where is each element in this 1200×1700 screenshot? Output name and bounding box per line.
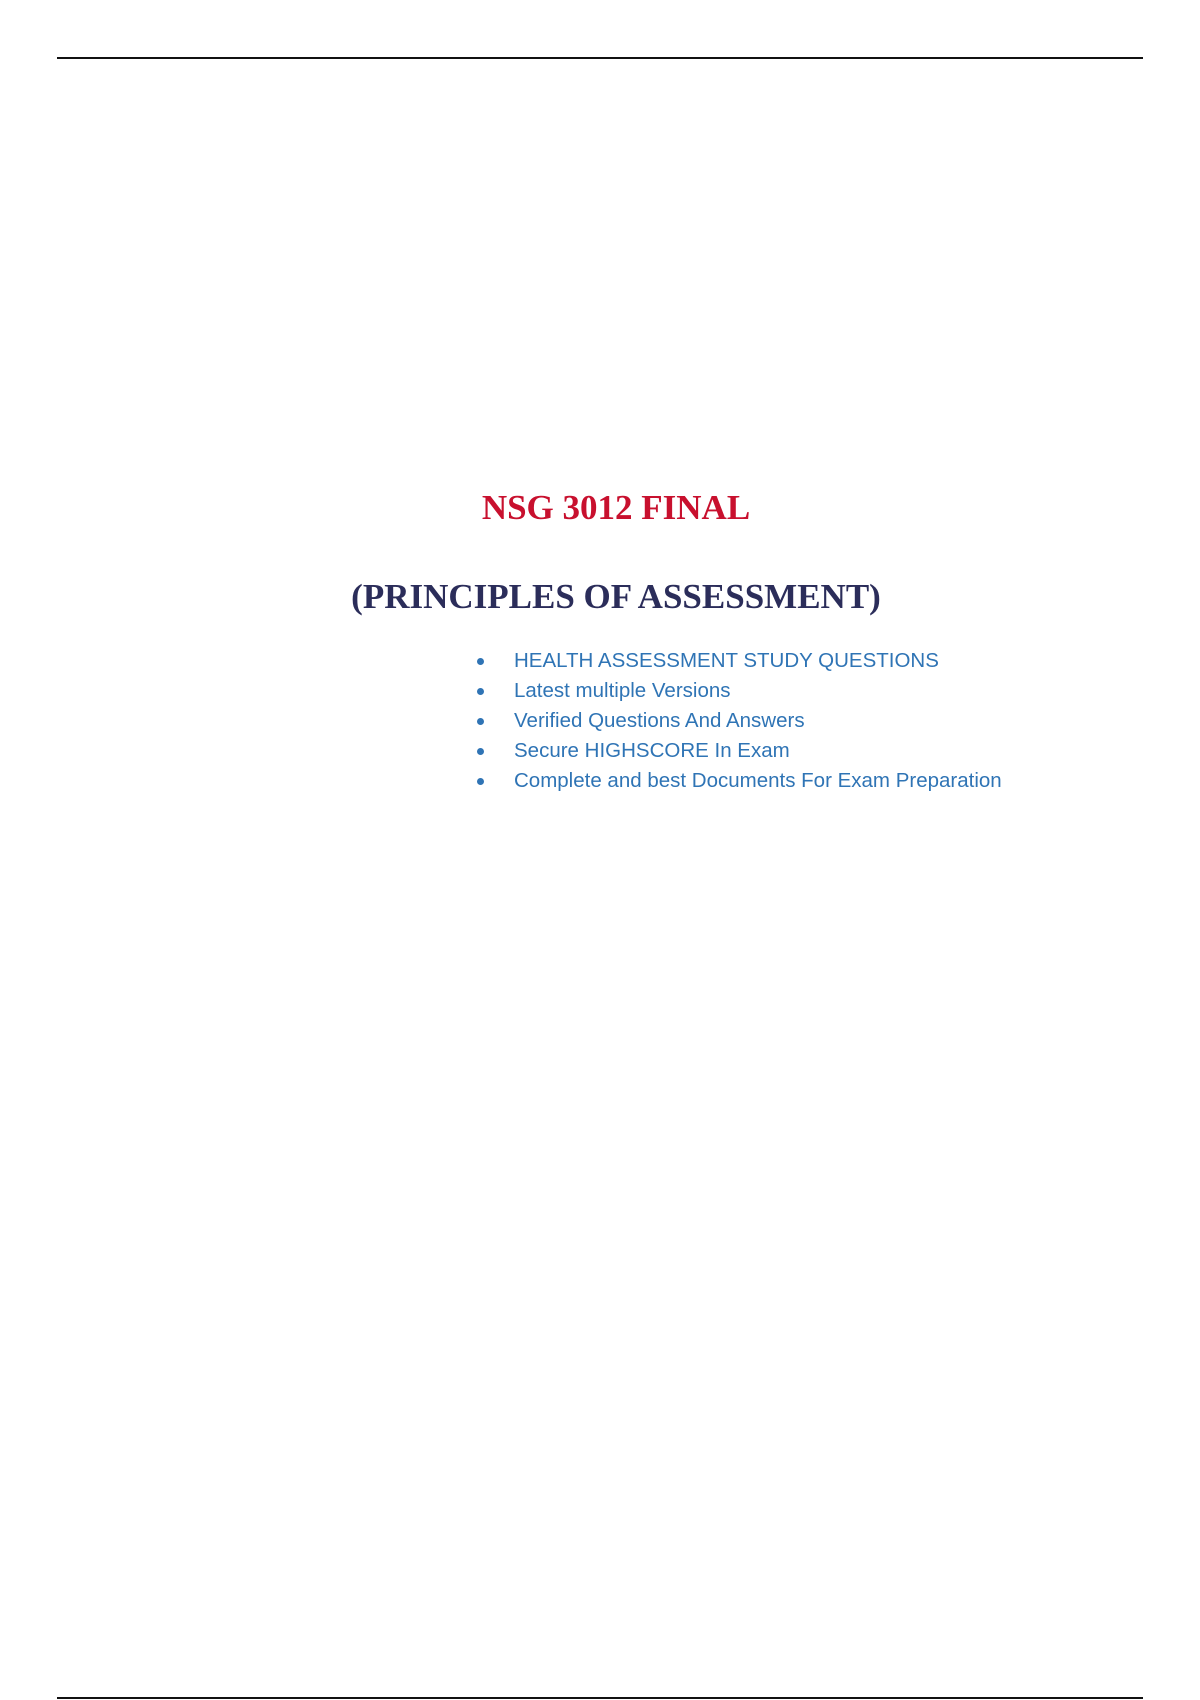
bullet-icon: [477, 688, 484, 695]
list-item-text: HEALTH ASSESSMENT STUDY QUESTIONS: [514, 649, 939, 672]
list-item-text: Secure HIGHSCORE In Exam: [514, 739, 790, 762]
list-item: [473, 736, 1002, 766]
header-rule: [57, 57, 1143, 59]
list-item: [473, 676, 1002, 706]
list-item-text: Latest multiple Versions: [514, 679, 731, 702]
bullet-icon: [477, 748, 484, 755]
list-item: [473, 646, 1002, 676]
feature-list: [473, 646, 1002, 796]
bullet-icon: [477, 778, 484, 785]
document-subtitle: (PRINCIPLES OF ASSESSMENT): [351, 577, 881, 616]
list-item: [473, 706, 1002, 736]
bullet-icon: [477, 658, 484, 665]
list-item: [473, 766, 1002, 796]
list-item-text: Verified Questions And Answers: [514, 709, 805, 732]
footer-rule: [57, 1697, 1143, 1699]
list-item-text: Complete and best Documents For Exam Preparation: [514, 769, 1002, 792]
document-title: NSG 3012 FINAL: [481, 488, 751, 527]
bullet-icon: [477, 718, 484, 725]
